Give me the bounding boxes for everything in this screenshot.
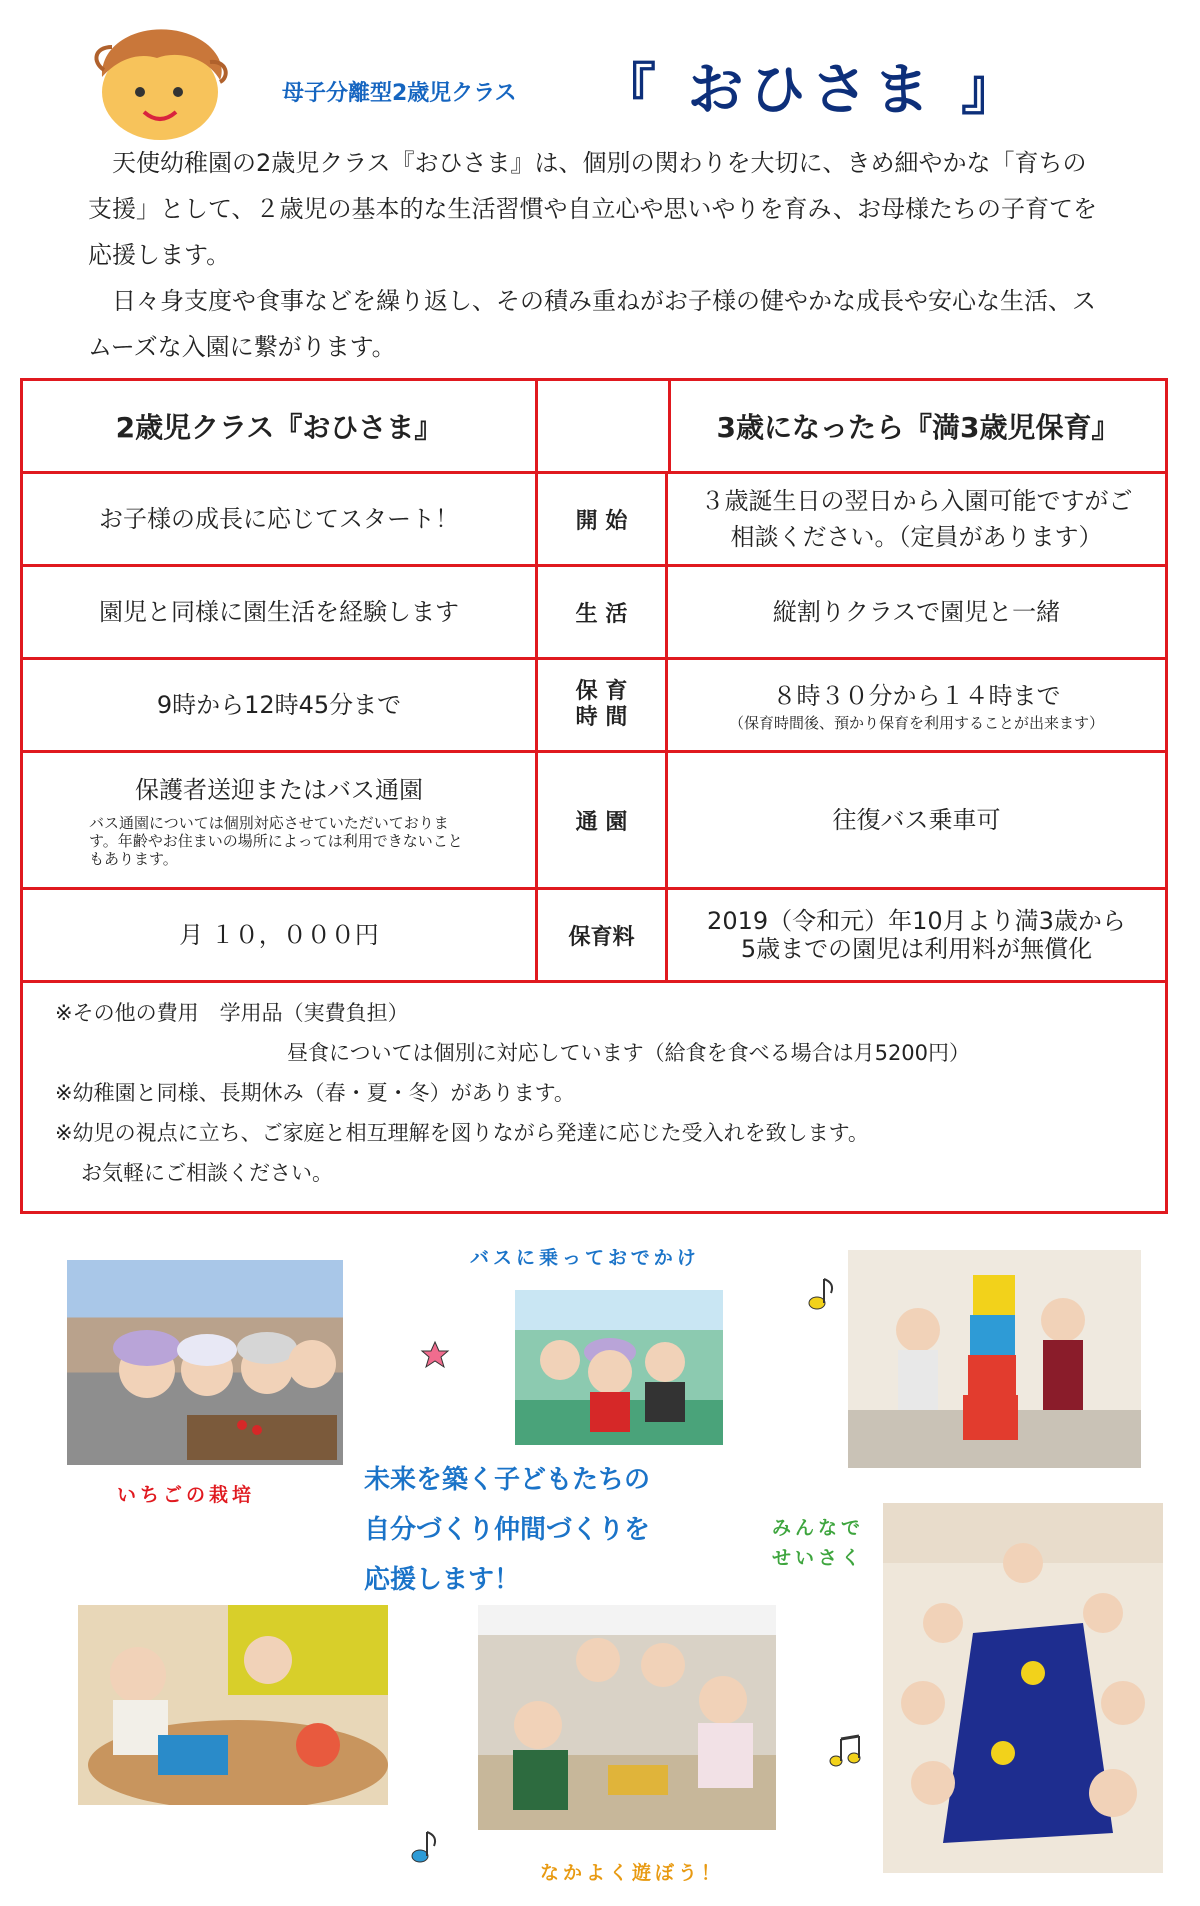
row-fee-left: 月 １０，０００円 bbox=[179, 921, 379, 949]
photo-blocks-scene bbox=[848, 1250, 1141, 1468]
notes-row bbox=[23, 980, 1165, 1211]
photo-craft-scene bbox=[78, 1605, 388, 1805]
row-fee-label: 保育料 bbox=[568, 924, 635, 950]
photo-strawberry bbox=[67, 1260, 343, 1465]
photo-group-craft bbox=[883, 1503, 1163, 1873]
class-subtitle: 母子分離型2歳児クラス bbox=[282, 81, 517, 106]
notes bbox=[23, 983, 996, 1211]
row-hours-note: （保育時間後、預かり保育を利用することが出来ます） bbox=[728, 714, 1104, 732]
photo-strawberry-scene bbox=[67, 1260, 343, 1465]
intro-paragraph-2: 日々身支度や食事などを繰り返し、その積み重ねがお子様の健やかな成長や安心な生活、スムーズな入園に繋がります。 bbox=[88, 287, 1096, 361]
row-life-right: 縦割りクラスで園児と一緒 bbox=[772, 598, 1061, 626]
photo-play bbox=[478, 1605, 776, 1830]
header-spacer bbox=[538, 381, 668, 471]
page-title: 『 おひさま 』 bbox=[600, 58, 1023, 123]
table-row bbox=[23, 657, 1165, 750]
header-right: 3歳になったら『満3歳児保育』 bbox=[668, 381, 1165, 471]
header-left: 2歳児クラス『おひさま』 bbox=[23, 381, 538, 471]
child-face-illustration bbox=[82, 22, 232, 142]
row-hours-left: 9時から12時45分まで bbox=[156, 691, 402, 719]
row-hours-right: ８時３０分から１４時まで bbox=[772, 682, 1061, 710]
slogan-line-3: 応援します！ bbox=[364, 1565, 521, 1595]
table-row bbox=[23, 887, 1165, 980]
caption-nakayoku: なかよく遊ぼう！ bbox=[540, 1862, 725, 1884]
photo-group-craft-scene bbox=[883, 1503, 1163, 1873]
photo-bus bbox=[515, 1290, 723, 1445]
photo-blocks bbox=[848, 1250, 1141, 1468]
row-start-label: 開 始 bbox=[575, 508, 628, 534]
photo-play-scene bbox=[478, 1605, 776, 1830]
intro-paragraph-1: 天使幼稚園の2歳児クラス『おひさま』は、個別の関わりを大切に、きめ細やかな「育ちの支援」として、２歳児の基本的な生活習慣や自立心や思いやりを育み、お母様たちの子育てを応援します。 bbox=[88, 149, 1097, 269]
blue-music-note-icon bbox=[410, 1828, 440, 1864]
table-row bbox=[23, 471, 1165, 564]
photo-bus-scene bbox=[515, 1290, 723, 1445]
row-life-left: 園児と同様に園生活を経験します bbox=[99, 598, 459, 626]
row-commute-label: 通 園 bbox=[575, 809, 628, 835]
row-hours-label-bottom: 時 間 bbox=[575, 705, 628, 730]
row-hours-label-top: 保 育 bbox=[575, 679, 628, 704]
row-commute-left: 保護者送迎またはバス通園 bbox=[135, 776, 423, 804]
note-lunch: 昼食については個別に対応しています（給食を食べる場合は月5200円） bbox=[287, 1041, 971, 1065]
comparison-table bbox=[20, 378, 1168, 1214]
caption-bus: バスに乗っておでかけ bbox=[470, 1247, 700, 1269]
slogan-line-2: 自分づくり仲間づくりを bbox=[364, 1515, 651, 1545]
intro-text bbox=[88, 140, 1098, 370]
slogan-line-1: 未来を築く子どもたちの bbox=[364, 1465, 651, 1495]
music-note-icon bbox=[807, 1275, 837, 1311]
note-costs: ※その他の費用 学用品（実費負担） bbox=[55, 1001, 409, 1025]
note-holidays: ※幼稚園と同様、長期休み（春・夏・冬）があります。 bbox=[55, 1081, 575, 1105]
slogan bbox=[364, 1455, 650, 1605]
row-commute-note: バス通園については個別対応させていただいております。年齢やお住まいの場所によっては利用できないこともあります。 bbox=[89, 814, 463, 868]
caption-minna-2: せいさく bbox=[772, 1547, 865, 1569]
note-acceptance: ※幼児の視点に立ち、ご家庭と相互理解を図りながら発達に応じた受入れを致します。 bbox=[55, 1121, 869, 1145]
note-consult: お気軽にご相談ください。 bbox=[81, 1161, 333, 1185]
row-fee-right-2: 5歳までの園児は利用料が無償化 bbox=[740, 935, 1093, 963]
star-icon bbox=[420, 1340, 450, 1370]
table-row bbox=[23, 564, 1165, 657]
photo-craft bbox=[78, 1605, 388, 1805]
row-start-right: ３歳誕生日の翌日から入園可能ですがご相談ください。（定員があります） bbox=[700, 487, 1133, 551]
table-header-row bbox=[23, 381, 1165, 471]
caption-strawberry: いちごの栽培 bbox=[117, 1484, 256, 1506]
row-start-left: お子様の成長に応じてスタート！ bbox=[99, 505, 459, 533]
caption-minna bbox=[772, 1513, 864, 1573]
table-row bbox=[23, 750, 1165, 887]
caption-minna-1: みんなで bbox=[772, 1517, 865, 1539]
music-notes-icon bbox=[828, 1733, 864, 1769]
row-life-label: 生 活 bbox=[575, 601, 628, 627]
row-commute-right: 往復バス乗車可 bbox=[832, 806, 1001, 834]
row-fee-right-1: 2019（令和元）年10月より満3歳から bbox=[707, 907, 1126, 935]
